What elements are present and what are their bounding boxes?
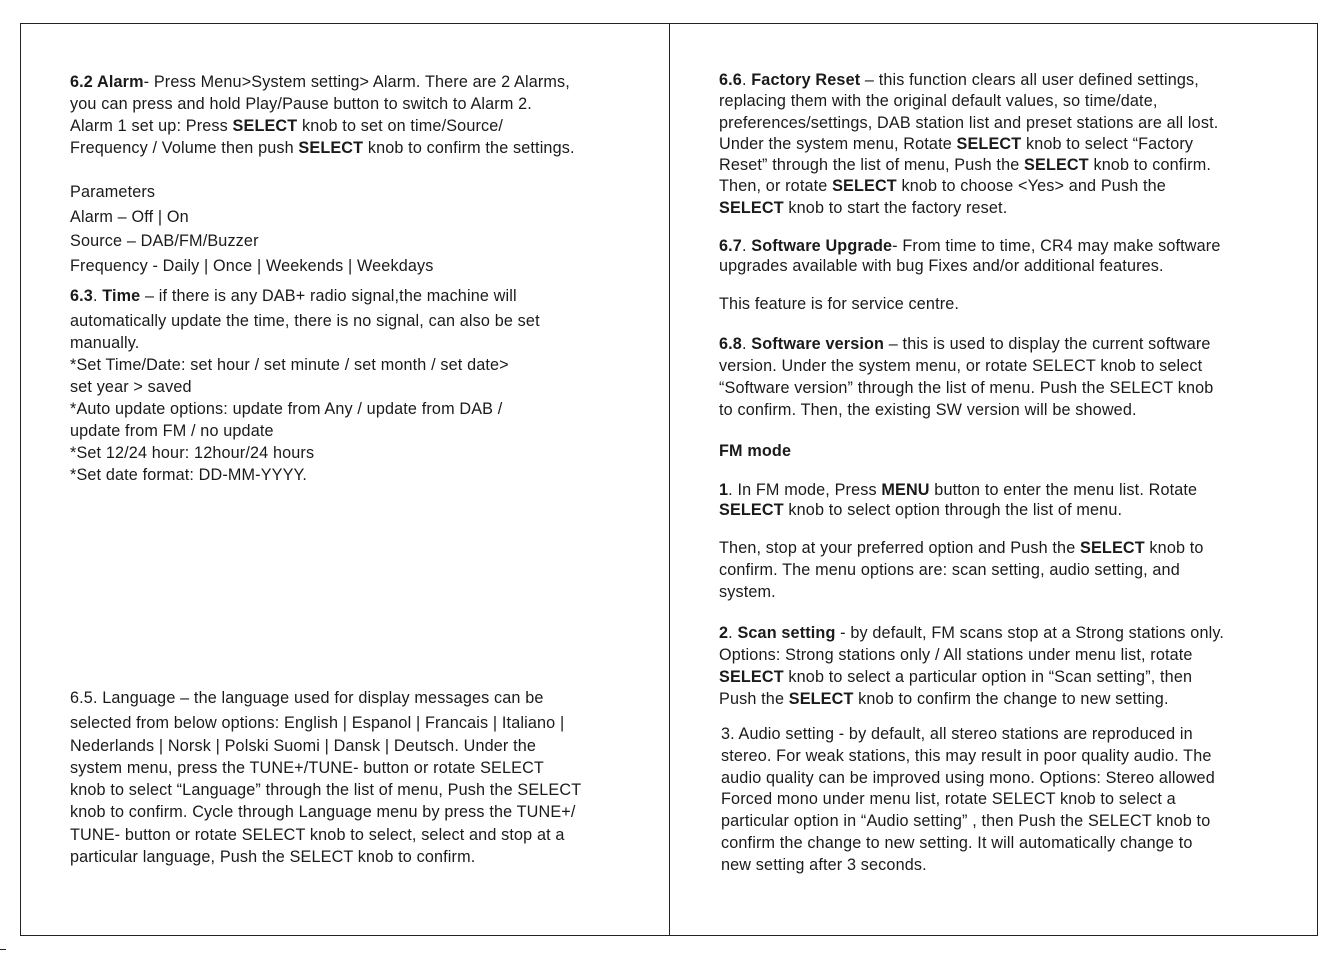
- alarm-text: you can press and hold Play/Pause button to switch to Alarm 2.: [70, 95, 532, 113]
- factory-heading: Factory Reset: [751, 71, 861, 89]
- upgrade-text: - From time to time, CR4 may make software: [892, 237, 1221, 255]
- select-keyword: SELECT: [232, 117, 298, 135]
- section-alarm: [70, 71, 575, 159]
- version-number: 6.8: [719, 335, 742, 353]
- time-text: *Set date format: DD-MM-YYYY.: [70, 466, 308, 484]
- factory-number: 6.6: [719, 71, 742, 89]
- fm-mode-title: FM mode: [719, 442, 792, 460]
- language-text: knob to confirm. Cycle through Language menu by press the TUNE+/: [70, 803, 576, 822]
- version-text: version. Under the system menu, or rotate SELECT knob to select: [719, 357, 1203, 375]
- language-text: 6.5. Language – the language used for display messages can be: [70, 689, 544, 707]
- parameters-title: Parameters: [70, 183, 156, 201]
- section-parameters: [70, 180, 434, 278]
- upgrade-number: 6.7: [719, 237, 742, 255]
- language-text: Nederlands | Norsk | Polski Suomi | Dansk | Deutsch. Under the: [70, 736, 537, 755]
- fm-text: new setting after 3 seconds.: [721, 856, 927, 874]
- time-text: *Set Time/Date: set hour / set minute / set month / set date>: [70, 356, 509, 374]
- section-software-version: 6.8. Software version – this is used to display the current software version. Under the system menu, or rotate SELECT knob to select “Software version” through the list of menu. Push the SELECT knob to confirm. Then, the existing SW version will be showed.: [719, 335, 1214, 419]
- fm-text: knob to select a particular option in “Scan setting”, then: [783, 668, 1193, 686]
- fm-text: button to enter the menu list. Rotate: [929, 481, 1198, 499]
- service-text: This feature is for service centre.: [719, 295, 960, 313]
- alarm-text: Alarm 1 set up: Press: [70, 117, 233, 135]
- alarm-text: knob to confirm the settings.: [363, 139, 575, 157]
- version-text: to confirm. Then, the existing SW version will be showed.: [719, 401, 1137, 419]
- section-time: 6.3. Time – if there is any DAB+ radio signal,the machine will automatically update the time, there is no signal, can also be set manually. *Set Time/Date: set hour / set minute / set month / set date> set year > saved *Auto update options: update from Any / update from DAB / update from FM / no update *Set 12/24 hour: 12hour/24 hours *Set date format: DD-MM-YYYY.: [70, 287, 540, 484]
- section-factory-reset: 6.6. Factory Reset – this function clears all user defined settings, replacing them with the original default values, so time/date, preferences/settings, DAB station list and preset stations are all lost. Under the system menu, Rotate SELECT knob to select “Factory Reset” through the list of menu, Push the SELECT knob to confirm. Then, or rotate SELECT knob to choose <Yes> and Push the SELECT knob to start the factory reset.: [719, 71, 1219, 217]
- section-language: [70, 687, 581, 868]
- fm-text: audio quality can be improved using mono. Options: Stereo allowed: [721, 769, 1215, 787]
- version-text: – this is used to display the current software: [884, 335, 1211, 353]
- parameter-source: Source – DAB/FM/Buzzer: [70, 232, 259, 250]
- step-number: 1: [719, 481, 729, 499]
- select-keyword: SELECT: [719, 501, 784, 519]
- fm-text: Forced mono under menu list, rotate SELECT knob to select a: [721, 790, 1176, 808]
- language-text: knob to select “Language” through the list of menu, Push the SELECT: [70, 781, 582, 800]
- factory-text: preferences/settings, DAB station list and preset stations are all lost.: [719, 113, 1219, 132]
- edge-mark: [0, 949, 6, 950]
- fm-text: knob to select option through the list of menu.: [783, 501, 1123, 519]
- time-text: set year > saved: [70, 378, 192, 396]
- time-text: automatically update the time, there is no signal, can also be set: [70, 312, 540, 330]
- select-keyword: SELECT: [1024, 156, 1089, 175]
- fm-text: knob to: [1144, 539, 1204, 557]
- select-keyword: SELECT: [719, 668, 784, 686]
- fm-text: . In FM mode, Press: [728, 481, 882, 499]
- section-software-upgrade: 6.7. Software Upgrade- From time to time, CR4 may make software upgrades available with bug Fixes and/or additional features.: [719, 237, 1221, 275]
- column-divider: [669, 23, 670, 936]
- select-keyword: SELECT: [298, 139, 364, 157]
- fm-text: Options: Strong stations only / All stations under menu list, rotate: [719, 646, 1193, 664]
- alarm-heading: 6.2 Alarm: [70, 73, 144, 91]
- fm-text: particular option in “Audio setting” , then Push the SELECT knob to: [721, 812, 1211, 830]
- factory-text: – this function clears all user defined settings,: [860, 71, 1199, 89]
- time-text: manually.: [70, 334, 140, 352]
- alarm-text: Frequency / Volume then push: [70, 139, 299, 157]
- time-text: – if there is any DAB+ radio signal,the machine will: [140, 287, 517, 305]
- service-note: [719, 293, 959, 315]
- time-heading: Time: [102, 287, 141, 305]
- fm-step-1: [719, 480, 1197, 520]
- upgrade-heading: Software Upgrade: [751, 237, 893, 255]
- fm-step-2: 2. Scan setting - by default, FM scans stop at a Strong stations only. Options: Strong stations only / All stations under menu list, rotate SELECT knob to select a particular option in “Scan setting”, then Push the SELECT knob to confirm the change to new setting.: [719, 624, 1225, 708]
- time-text: *Set 12/24 hour: 12hour/24 hours: [70, 444, 315, 462]
- fm-step-3: [721, 723, 1215, 876]
- version-heading: Software version: [751, 335, 885, 353]
- alarm-text: knob to set on time/Source/: [297, 117, 504, 135]
- time-number: 6.3: [70, 287, 93, 305]
- language-text: system menu, press the TUNE+/TUNE- button or rotate SELECT: [70, 758, 544, 777]
- upgrade-text: upgrades available with bug Fixes and/or additional features.: [719, 257, 1164, 275]
- fm-text: - by default, FM scans stop at a Strong stations only.: [835, 624, 1225, 642]
- select-keyword: SELECT: [719, 198, 784, 217]
- factory-text: Then, or rotate: [719, 177, 833, 196]
- fm-step-1-continued: [719, 537, 1204, 603]
- factory-text: knob to start the factory reset.: [783, 198, 1008, 217]
- fm-text: stereo. For weak stations, this may result in poor quality audio. The: [721, 747, 1212, 765]
- fm-text: confirm the change to new setting. It will automatically change to: [721, 834, 1193, 852]
- menu-keyword: MENU: [881, 481, 930, 499]
- parameter-alarm: Alarm – Off | On: [70, 207, 189, 226]
- factory-text: replacing them with the original default values, so time/date,: [719, 92, 1158, 111]
- factory-text: knob to select “Factory: [1021, 134, 1194, 153]
- time-text: update from FM / no update: [70, 422, 274, 440]
- fm-text: knob to confirm the change to new setting.: [853, 690, 1169, 708]
- fm-mode-title-block: [719, 440, 791, 462]
- select-keyword: SELECT: [956, 134, 1022, 153]
- version-text: “Software version” through the list of menu. Push the SELECT knob: [719, 379, 1214, 397]
- select-keyword: SELECT: [788, 690, 854, 708]
- scan-setting-heading: Scan setting: [737, 624, 836, 642]
- fm-text: Push the: [719, 690, 789, 708]
- language-text: selected from below options: English | Espanol | Francais | Italiano |: [70, 714, 565, 733]
- select-keyword: SELECT: [832, 177, 897, 196]
- fm-text: confirm. The menu options are: scan setting, audio setting, and: [719, 561, 1180, 579]
- language-text: particular language, Push the SELECT knob to confirm.: [70, 848, 476, 867]
- fm-text: system.: [719, 583, 776, 601]
- parameter-frequency: Frequency - Daily | Once | Weekends | Weekdays: [70, 256, 434, 275]
- factory-text: knob to confirm.: [1088, 156, 1212, 175]
- select-keyword: SELECT: [1080, 539, 1145, 557]
- time-text: *Auto update options: update from Any / update from DAB /: [70, 400, 503, 418]
- step-number: 2: [719, 624, 729, 642]
- fm-text: Then, stop at your preferred option and Push the: [719, 539, 1081, 557]
- factory-text: Under the system menu, Rotate: [719, 134, 957, 153]
- fm-text: 3. Audio setting - by default, all stereo stations are reproduced in: [721, 725, 1193, 743]
- factory-text: knob to choose <Yes> and Push the: [896, 177, 1166, 196]
- language-text: TUNE- button or rotate SELECT knob to select, select and stop at a: [70, 825, 565, 844]
- alarm-text: - Press Menu>System setting> Alarm. There are 2 Alarms,: [143, 73, 570, 91]
- factory-text: Reset” through the list of menu, Push the: [719, 156, 1025, 175]
